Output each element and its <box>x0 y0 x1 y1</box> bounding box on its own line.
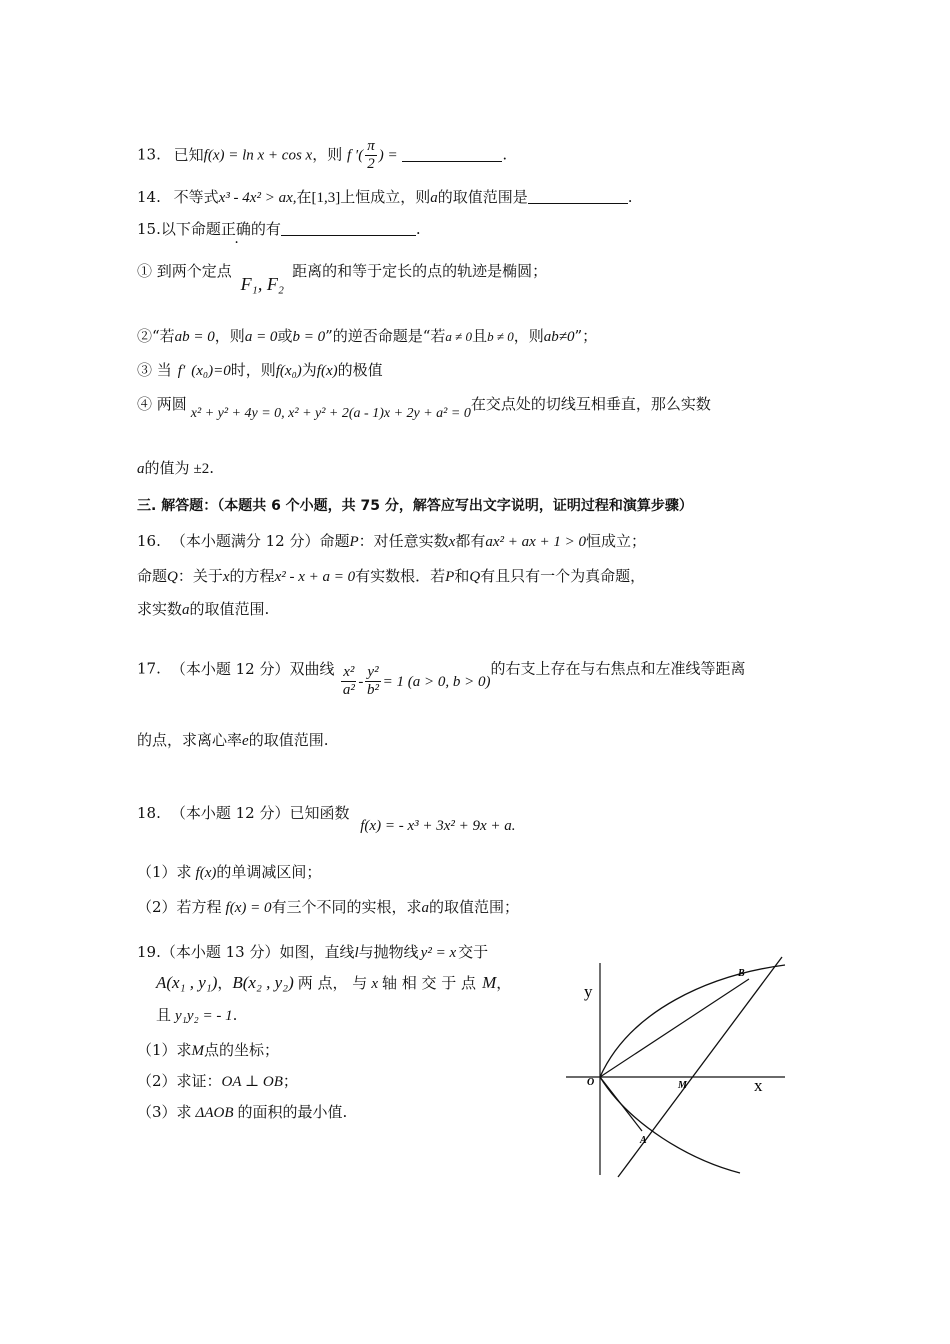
parabola-figure <box>560 955 790 1180</box>
question-14: 14. 不等式x³ - 4x² > ax,在[1,3]上恒成立，则a的取值范围是 . <box>137 188 633 206</box>
question-19-line3: 且 y₁y₂ = - 1. <box>156 1006 238 1024</box>
proposition-4: ④ 两圆x² + y² + 4y = 0, x² + y² + 2(a - 1)x + 2y + a² = 0在交点处的切线互相垂直，那么实数 <box>137 395 711 421</box>
question-19-line2: A(x₁ , y₁)，B(x₂ , y₂) 两 点， 与 x 轴 相 交 于 点 M， <box>156 973 512 992</box>
question-15: 15.以下命题正确的有 . <box>137 220 421 238</box>
question-19-part2: （2）求证：OA ⊥ OB； <box>137 1072 298 1090</box>
pi-over-two: $\frac{\pi}{2}$ <box>367 138 375 172</box>
parabola-curve <box>600 965 785 1173</box>
question-18-part2: （2）若方程 f(x) = 0有三个不同的实根，求a的取值范围； <box>137 898 520 916</box>
origin-label: O <box>587 1077 595 1088</box>
point-M-label: M <box>678 1080 687 1091</box>
proposition-1: ① 到两个定点 F₁, F₂距离的和等于定长的点的轨迹是椭圆； <box>137 262 548 294</box>
question-18-part1: （1）求 f(x)的单调减区间； <box>137 863 322 881</box>
question-18: 18. （本小题 12 分）已知函数 f(x) = - x³ + 3x² + 9x + a. <box>137 804 516 834</box>
question-19-part1: （1）求M点的坐标； <box>137 1041 280 1059</box>
proposition-4-cont: a的值为 ±2. <box>137 459 215 477</box>
question-13: 13. 已知f(x) = ln x + cos x，则 f ′( $\frac{\pi}{2}$ ) = . <box>137 138 508 172</box>
point-A-label: A <box>640 1135 647 1146</box>
answer-blank[interactable] <box>281 221 416 236</box>
point-B-label: B <box>738 968 745 979</box>
fraction-x2-a2: $\frac{\text{x²}}{\text{a²}}$ <box>342 664 355 698</box>
proposition-2: ②“若ab = 0，则a = 0或b = 0”的逆否命题是“若a ≠ 0且b ≠ 0，则ab≠0”； <box>137 327 598 345</box>
question-16-line2: 命题Q：关于x的方程x² - x + a = 0有实数根．若P和Q有且只有一个为真命题， <box>137 567 646 585</box>
question-17: 17. （本小题 12 分）双曲线 $\frac{\text{x²}}{\text{a²}}$ - $\frac{\text{y²}}{\text{b²}}$ = 1 (a > 0, b > 0)的右支上存在与右焦点和左准线等距离 <box>137 659 746 698</box>
question-19: 19.（本小题 13 分）如图，直线l与抛物线 y² = x 交于 <box>137 943 489 961</box>
question-17-line2: 的点，求离心率e的取值范围. <box>137 731 329 749</box>
fraction-y2-b2: $\frac{\text{y²}}{\text{b²}}$ <box>367 664 379 698</box>
q13-number: 13. <box>137 145 161 164</box>
x-axis-label: x <box>754 1076 763 1095</box>
segment-OA <box>600 1077 642 1131</box>
answer-blank[interactable] <box>402 147 502 162</box>
answer-blank[interactable] <box>528 189 628 204</box>
y-axis-label: y <box>584 982 593 1001</box>
question-19-part3: （3）求 ΔAOB 的面积的最小值. <box>137 1103 348 1121</box>
question-16-line3: 求实数a的取值范围. <box>137 600 270 618</box>
section-title: 三. 解答题：（本题共 6 个小题，共 75 分，解答应写出文字说明，证明过程和演算步骤） <box>137 498 693 514</box>
proposition-3: ③ 当 f′ (x₀)=0时，则f(x₀)为f(x)的极值 <box>137 361 383 379</box>
segment-OB <box>600 979 749 1077</box>
emphasis-dotted: 正确 <box>220 220 251 238</box>
question-16: 16. （本小题满分 12 分）命题P：对任意实数x都有ax² + ax + 1 > 0恒成立； <box>137 532 647 550</box>
